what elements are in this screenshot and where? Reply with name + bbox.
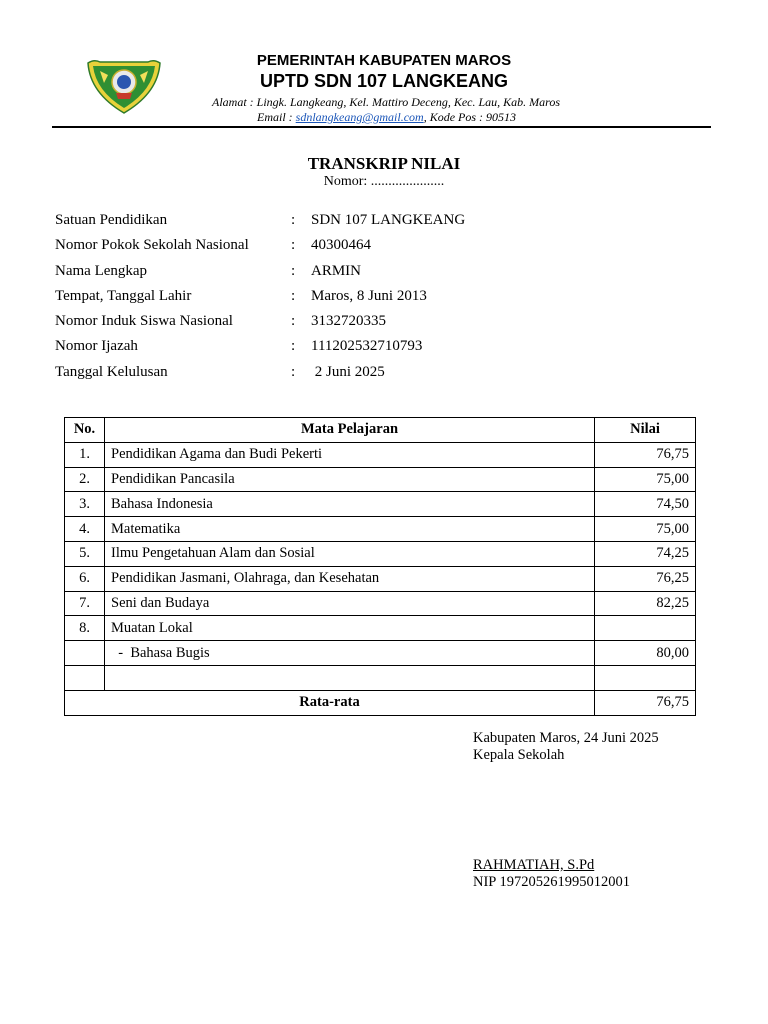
school-address: Alamat : Lingk. Langkeang, Kel. Mattiro Deceng, Kec. Lau, Kab. Maros: [212, 95, 561, 109]
header-score: Nilai: [595, 418, 696, 443]
row-score: [595, 665, 696, 690]
row-subject: Seni dan Budaya: [105, 591, 595, 616]
table-row: [65, 566, 696, 591]
email-link[interactable]: sdnlangkeang@gmail.com: [295, 110, 424, 124]
table-header-row: [65, 418, 696, 443]
table-row: [65, 665, 696, 690]
row-subject: Pendidikan Pancasila: [105, 467, 595, 492]
table-row: [65, 467, 696, 492]
info-colon: :: [291, 338, 296, 355]
info-value: Maros, 8 Juni 2013: [311, 287, 427, 304]
row-subject: Bahasa Indonesia: [105, 492, 595, 517]
info-label: Tempat, Tanggal Lahir: [55, 287, 192, 304]
info-colon: :: [291, 262, 296, 279]
table-row: [65, 641, 696, 666]
contact-line: [257, 110, 516, 125]
info-colon: :: [291, 363, 296, 380]
info-value: 111202532710793: [311, 338, 423, 355]
row-subject: Pendidikan Jasmani, Olahraga, dan Kesehatan: [105, 566, 595, 591]
average-row: [65, 690, 696, 715]
info-label: Nomor Ijazah: [55, 338, 138, 355]
email-label: Email :: [257, 110, 296, 124]
info-value: SDN 107 LANGKEANG: [311, 212, 466, 228]
row-subject: Muatan Lokal: [105, 616, 595, 641]
row-no: 6.: [65, 566, 105, 591]
row-no: 2.: [65, 467, 105, 492]
info-value: 2 Juni 2025: [311, 363, 385, 380]
info-value: ARMIN: [311, 262, 362, 279]
row-score: 76,75: [595, 442, 696, 467]
row-score: 74,50: [595, 492, 696, 517]
row-no: 4.: [65, 517, 105, 542]
table-row: [65, 442, 696, 467]
header-subject: Mata Pelajaran: [105, 418, 595, 443]
row-score: 76,25: [595, 566, 696, 591]
row-score: 80,00: [595, 641, 696, 666]
signature-nip: NIP 197205261995012001: [473, 874, 630, 890]
row-no: 8.: [65, 616, 105, 641]
government-name: PEMERINTAH KABUPATEN MAROS: [256, 52, 512, 69]
info-label: Nama Lengkap: [55, 262, 148, 279]
document-title: TRANSKRIP NILAI: [307, 154, 461, 173]
row-no: 7.: [65, 591, 105, 616]
average-score: 76,75: [595, 690, 696, 715]
row-subject: - Bahasa Bugis: [105, 641, 595, 666]
row-score: 82,25: [595, 591, 696, 616]
info-colon: :: [291, 237, 296, 254]
row-no: 5.: [65, 541, 105, 566]
table-row: [65, 492, 696, 517]
postcode: , Kode Pos : 90513: [423, 110, 517, 124]
info-label: Nomor Induk Siswa Nasional: [55, 313, 233, 330]
row-score: 75,00: [595, 517, 696, 542]
info-value: 3132720335: [311, 313, 386, 330]
row-subject: Pendidikan Agama dan Budi Pekerti: [105, 442, 595, 467]
info-colon: :: [291, 313, 296, 330]
document-number: Nomor: .....................: [323, 174, 445, 189]
table-row: [65, 517, 696, 542]
row-subject: Matematika: [105, 517, 595, 542]
info-value: 40300464: [311, 237, 371, 254]
table-row: [65, 616, 696, 641]
info-colon: :: [291, 212, 296, 228]
info-label: Tanggal Kelulusan: [55, 363, 168, 380]
row-no: 1.: [65, 442, 105, 467]
info-label: Satuan Pendidikan: [55, 212, 168, 228]
row-no: [65, 641, 105, 666]
info-colon: :: [291, 287, 296, 304]
table-row: [65, 591, 696, 616]
row-subject: Ilmu Pengetahuan Alam dan Sosial: [105, 541, 595, 566]
header-divider: [52, 126, 711, 128]
table-row: [65, 541, 696, 566]
average-label: Rata-rata: [65, 690, 595, 715]
row-subject: [105, 665, 595, 690]
grades-table: [64, 417, 696, 716]
signature-name: RAHMATIAH, S.Pd: [473, 857, 595, 873]
info-label: Nomor Pokok Sekolah Nasional: [55, 237, 249, 254]
row-no: [65, 665, 105, 690]
row-score: 74,25: [595, 541, 696, 566]
signature-position: Kepala Sekolah: [473, 747, 565, 763]
row-no: 3.: [65, 492, 105, 517]
row-score: [595, 616, 696, 641]
school-name: UPTD SDN 107 LANGKEANG: [259, 71, 509, 91]
header-no: No.: [65, 418, 105, 443]
row-score: 75,00: [595, 467, 696, 492]
signature-place-date: Kabupaten Maros, 24 Juni 2025: [473, 730, 659, 746]
